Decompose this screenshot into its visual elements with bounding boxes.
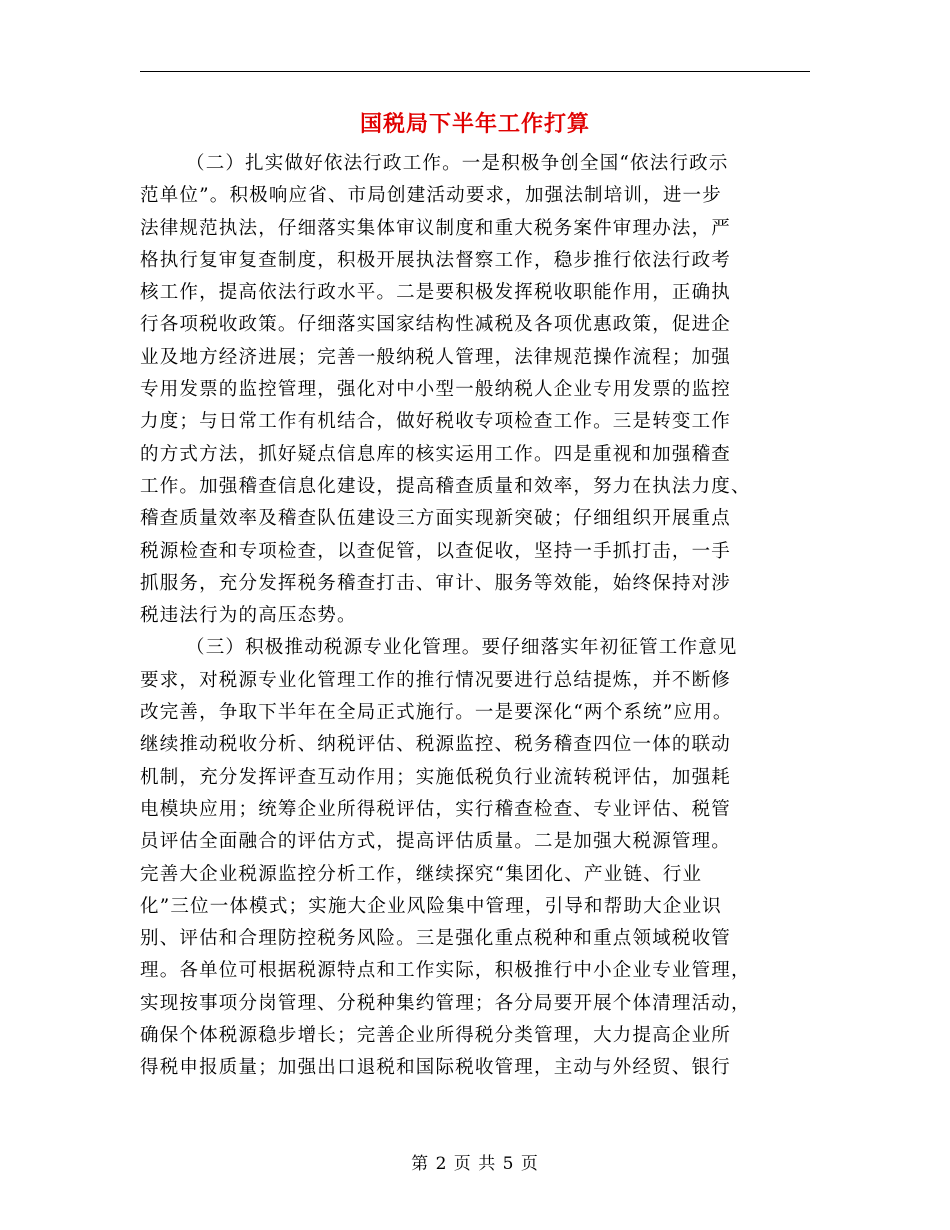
paragraph-line: 机制，充分发挥评查互动作用；实施低税负行业流转税评估，加强耗	[140, 766, 732, 788]
paragraph-line: 核工作，提高依法行政水平。二是要积极发挥税收职能作用，正确执	[140, 282, 732, 304]
paragraph-line: 改完善，争取下半年在全局正式施行。一是要深化“两个系统”应用。	[140, 702, 733, 724]
header-rule	[140, 71, 810, 72]
document-title: 国税局下半年工作打算	[359, 111, 590, 137]
paragraph-line: 别、评估和合理防控税务风险。三是强化重点税种和重点领域税收管	[140, 928, 732, 950]
paragraph-line: （三）积极推动税源专业化管理。要仔细落实年初征管工作意见	[186, 637, 738, 659]
paragraph-line: （二）扎实做好依法行政工作。一是积极争创全国“依法行政示	[186, 153, 729, 174]
document-body	[140, 148, 815, 1085]
paragraph-line: 行各项税收政策。仔细落实国家结构性减税及各项优惠政策，促进企	[140, 314, 732, 336]
paragraph-line: 税违法行为的高压态势。	[140, 605, 357, 627]
paragraph-line: 税源检查和专项检查，以查促管，以查促收，坚持一手抓打击，一手	[140, 540, 732, 562]
paragraph-line: 确保个体税源稳步增长；完善企业所得税分类管理，大力提高企业所	[140, 1025, 732, 1047]
paragraph-line: 工作。加强稽查信息化建设，提高稽查质量和效率，努力在执法力度、	[140, 475, 751, 497]
paragraph-line: 得税申报质量；加强出口退税和国际税收管理，主动与外经贸、银行	[140, 1057, 732, 1079]
paragraph-line: 理。各单位可根据税源特点和工作实际，积极推行中小企业专业管理，	[140, 960, 751, 982]
paragraph-line: 电模块应用；统筹企业所得税评估，实行稽查检查、专业评估、税管	[140, 798, 732, 820]
page-number: 第 2 页 共 5 页	[411, 1154, 539, 1174]
paragraph-line: 业及地方经济进展；完善一般纳税人管理，法律规范操作流程；加强	[140, 346, 732, 368]
paragraph-line: 完善大企业税源监控分析工作，继续探究“集团化、产业链、行业	[140, 863, 703, 885]
paragraph-line: 范单位”。积极响应省、市局创建活动要求，加强法制培训，进一步	[140, 185, 722, 207]
paragraph-line: 法律规范执法，仔细落实集体审议制度和重大税务案件审理办法，严	[140, 217, 732, 239]
paragraph-line: 专用发票的监控管理，强化对中小型一般纳税人企业专用发票的监控	[140, 379, 732, 401]
paragraph-line: 稽查质量效率及稽查队伍建设三方面实现新突破；仔细组织开展重点	[140, 508, 732, 530]
paragraph-line: 抓服务，充分发挥税务稽查打击、审计、服务等效能，始终保持对涉	[140, 572, 732, 594]
paragraph-line: 的方式方法，抓好疑点信息库的核实运用工作。四是重视和加强稽查	[140, 443, 732, 465]
paragraph-line: 继续推动税收分析、纳税评估、税源监控、税务稽查四位一体的联动	[140, 734, 732, 756]
paragraph-line: 化”三位一体模式；实施大企业风险集中管理，引导和帮助大企业识	[140, 895, 722, 917]
paragraph-line: 员评估全面融合的评估方式，提高评估质量。二是加强大税源管理。	[140, 831, 732, 853]
paragraph-line: 格执行复审复查制度，积极开展执法督察工作，稳步推行依法行政考	[140, 249, 732, 271]
paragraph-line: 力度；与日常工作有机结合，做好税收专项检查工作。三是转变工作	[140, 411, 732, 433]
paragraph-line: 实现按事项分岗管理、分税种集约管理；各分局要开展个体清理活动，	[140, 992, 751, 1014]
paragraph-line: 要求，对税源专业化管理工作的推行情况要进行总结提炼，并不断修	[140, 669, 732, 691]
